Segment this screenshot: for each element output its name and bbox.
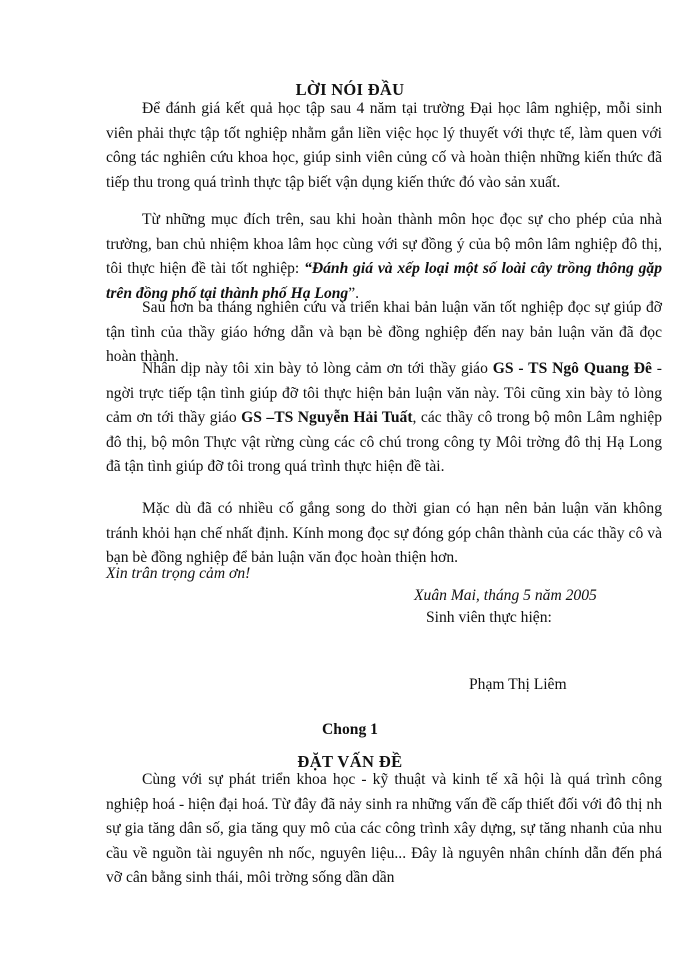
- place-date: Xuân Mai, tháng 5 năm 2005: [414, 587, 597, 604]
- preface-paragraph-4-text-a: Nhân dịp này tôi xin bày tỏ lòng cảm ơn tới thầy giáo: [142, 360, 493, 377]
- preface-paragraph-4-text-c: , các thầy cô trong bộ môn Lâm nghiệp đô thị, bộ môn Thực vật rừng cùng các cô chú trong công ty Môi trờng đô thị Hạ Long đã tận tình giúp đỡ tôi trong quá trình thực hiện đề tài.: [106, 409, 662, 476]
- preface-paragraph-2-end: ”.: [348, 284, 360, 302]
- preface-paragraph-2-text: Từ những mục đích trên, sau khi hoàn thành môn học đọc sự cho phép của nhà trường, ban chủ nhiệm khoa lâm học cùng với sự đồng ý của bộ môn lâm nghiệp đô thị, tôi thực hiện đề tài tốt nghiệp:: [106, 211, 662, 278]
- advisor-name-2: GS –TS Nguyễn Hải Tuất: [241, 409, 413, 427]
- preface-paragraph-3: Sau hơn ba tháng nghiên cứu và triển khai bản luận văn tốt nghiệp đọc sự giúp đỡ tận tình của thầy giáo hớng dẫn và bạn bè đồng nghiệp đến nay bản luận văn đã đọc hoàn thành.: [106, 299, 662, 366]
- preface-paragraph-2: [106, 208, 662, 306]
- closing-line: Xin trân trọng cảm ơn!: [106, 565, 251, 582]
- preface-title: LỜI NÓI ĐẦU: [295, 80, 405, 99]
- preface-paragraph-4: [106, 357, 662, 480]
- thesis-topic: “Đánh giá và xếp loại một số loài cây trồng thông gặp trên đồng phố tại thành phố Hạ Long: [106, 260, 662, 302]
- chapter-title: ĐẶT VẤN ĐỀ: [297, 752, 403, 771]
- signer-name: Phạm Thị Liêm: [469, 676, 567, 693]
- preface-paragraph-1: Để đánh giá kết quả học tập sau 4 năm tại trường Đại học lâm nghiệp, mỗi sinh viên phải thực tập tốt nghiệp nhằm gắn liền việc học lý thuyết với thực tế, làm quen với công tác nghiên cứu khoa học, giúp sinh viên củng cố và hoàn thiện những kiến thức đã tiếp thu trong quá trình thực tập biết vận dụng kiến thức đó vào sản xuất.: [106, 100, 662, 191]
- chapter-number: Chong 1: [322, 721, 378, 738]
- chapter-paragraph-1: Cùng với sự phát triển khoa học - kỹ thuật và kinh tế xã hội là quá trình công nghiệp hoá - hiện đại hoá. Từ đây đã nảy sinh ra những vấn đề cấp thiết đối với đô thị nh sự gia tăng dân số, gia tăng quy mô của các công trình xây dựng, sự tăng nhanh của nhu cầu về nguồn tài nguyên nh nốc, nguyên liệu... Đây là nguyên nhân chính dẫn đến phá vỡ cân bằng sinh thái, môi trờng sống dần dần: [106, 771, 662, 887]
- preface-paragraph-5: Mặc dù đã có nhiều cố gắng song do thời gian có hạn nên bản luận văn không tránh khỏi hạn chế nhất định. Kính mong đọc sự đóng góp chân thành của các thầy cô và bạn bè đồng nghiệp để bản luận văn đọc hoàn thiện hơn.: [106, 500, 662, 567]
- signer-label: Sinh viên thực hiện:: [426, 609, 552, 626]
- preface-paragraph-4-text-b: - ngời trực tiếp tận tình giúp đỡ tôi thực hiện bản luận văn này. Tôi cũng xin bày tỏ lòng cảm ơn tới thầy giáo: [106, 360, 662, 427]
- advisor-name-1: GS - TS Ngô Quang Đê: [492, 360, 652, 377]
